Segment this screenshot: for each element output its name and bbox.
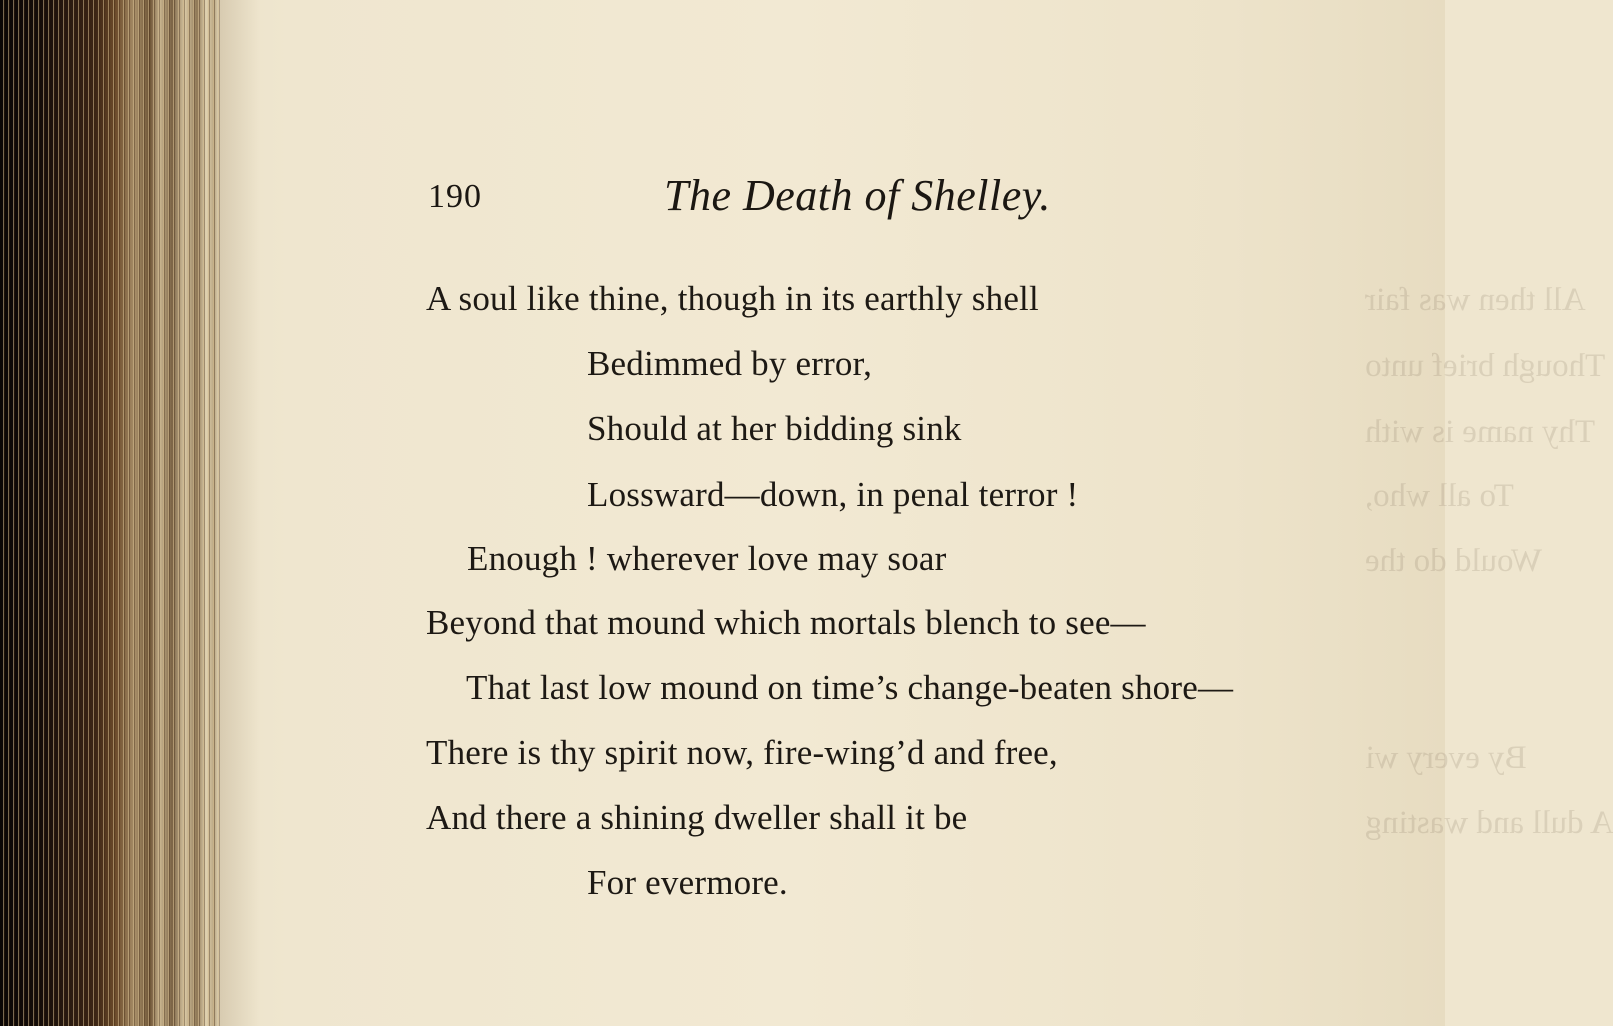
book-binding-edge — [0, 0, 220, 1026]
poem-line-3: Should at her bidding sink — [587, 409, 962, 448]
poem-line-6: Beyond that mound which mortals blench to see— — [426, 603, 1146, 642]
poem-line-5: Enough ! wherever love may soar — [467, 539, 947, 578]
running-title: The Death of Shelley. — [664, 171, 1051, 220]
gutter-shadow — [220, 0, 260, 1026]
poem-line-9: And there a shining dweller shall it be — [426, 798, 968, 837]
reverse-page-show-through: All then was fair Though brief unto Thy name is with To all who, Would do the By every wi A dull and wasting — [1365, 282, 1613, 841]
page-number: 190 — [428, 178, 482, 215]
running-header — [428, 170, 1188, 230]
poem-line-7: That last low mound on time’s change-beaten shore— — [466, 668, 1234, 707]
poem-line-10: For evermore. — [587, 863, 788, 902]
poem-line-8: There is thy spirit now, fire-wing’d and free, — [426, 733, 1058, 772]
poem-line-1: A soul like thine, though in its earthly shell — [426, 279, 1039, 318]
poem-line-2: Bedimmed by error, — [587, 344, 873, 383]
poem-line-4: Lossward—down, in penal terror ! — [587, 475, 1079, 514]
